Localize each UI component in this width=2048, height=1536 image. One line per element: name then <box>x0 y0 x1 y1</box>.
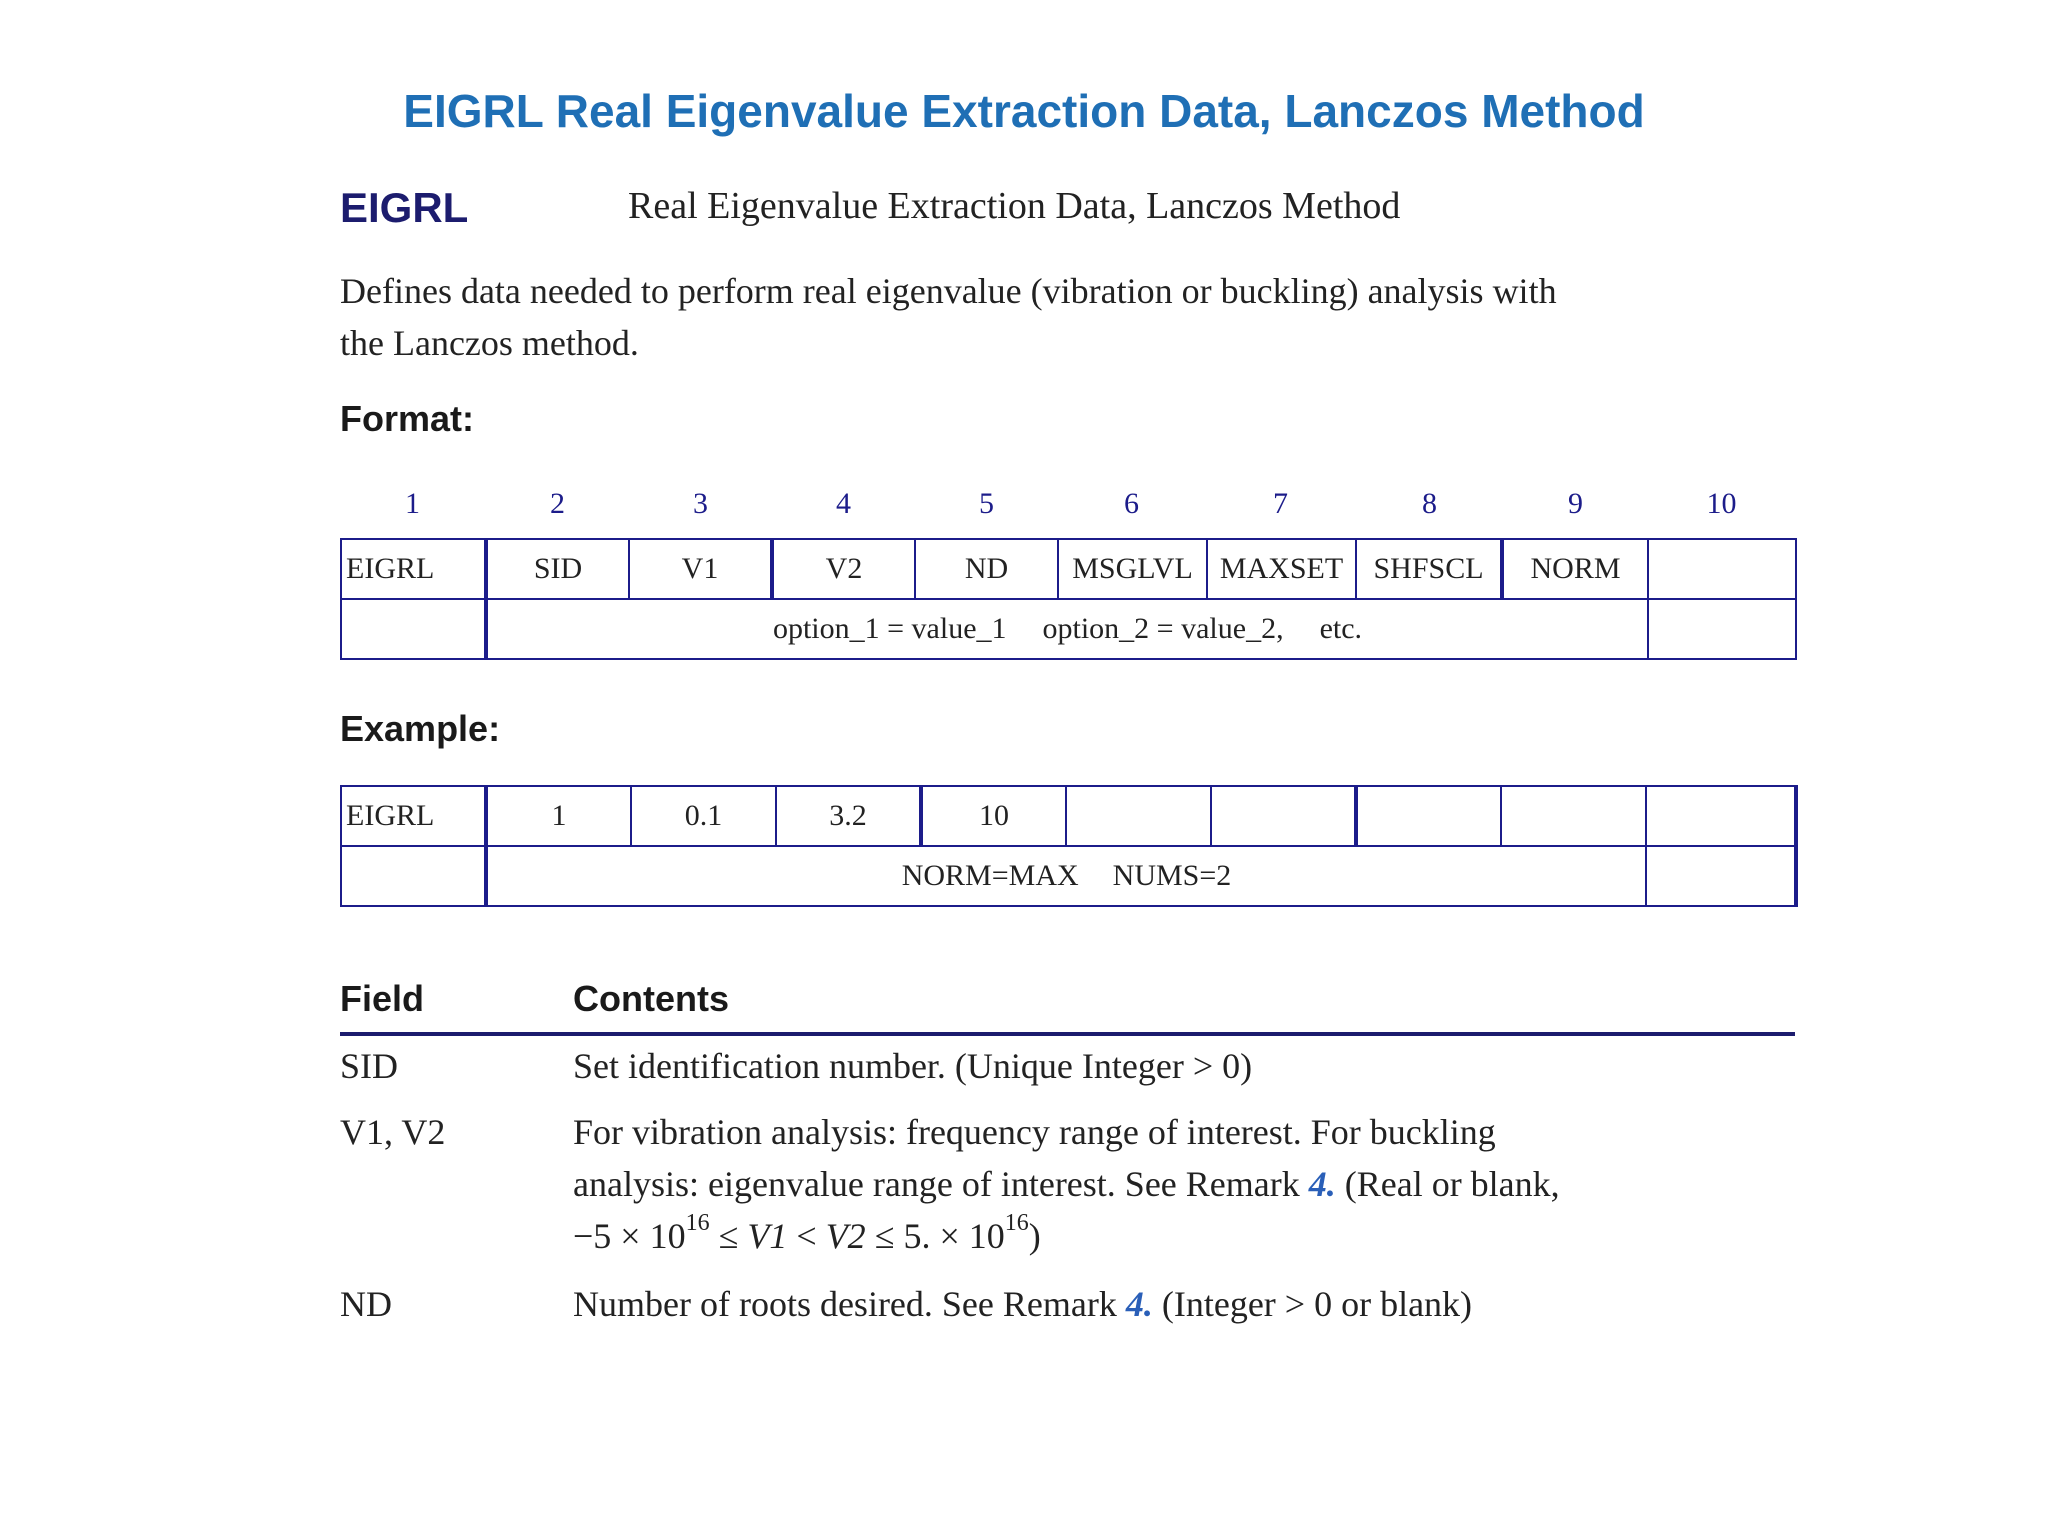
contents-line-1: For vibration analysis: frequency range of interest. For buckling <box>573 1112 1496 1152</box>
formula-exponent: 16 <box>1004 1210 1029 1236</box>
example-row-2 <box>341 846 1796 906</box>
field-row-nd <box>340 1278 1800 1338</box>
formula-text: < <box>787 1216 826 1256</box>
contents-text: analysis: eigenvalue range of interest. See Remark <box>573 1164 1309 1204</box>
column-number: 5 <box>979 487 994 520</box>
options-etc-text: etc. <box>1319 612 1363 645</box>
contents-line-2 <box>573 1158 1800 1210</box>
column-number: 6 <box>1124 487 1139 520</box>
format-cell: SID <box>486 539 629 599</box>
field-name: SID <box>340 1046 399 1086</box>
card-heading <box>340 180 1800 240</box>
format-cell: V1 <box>629 539 772 599</box>
example-cell <box>1066 786 1211 846</box>
contents-column-header: Contents <box>573 978 729 1019</box>
format-row-2 <box>341 599 1796 659</box>
example-cell: 3.2 <box>776 786 921 846</box>
example-cell <box>341 846 486 906</box>
slide-title: EIGRL Real Eigenvalue Extraction Data, Lanczos Method <box>403 85 1645 137</box>
example-cell <box>1211 786 1356 846</box>
column-numbers <box>340 487 1800 527</box>
example-options-cell <box>486 846 1646 906</box>
field-table-header <box>340 978 1800 1038</box>
card-definition <box>340 265 1800 369</box>
formula-text: −5 × 10 <box>573 1216 686 1256</box>
formula-variable: V1 <box>747 1216 788 1256</box>
example-nums-text: NUMS=2 <box>1112 859 1232 892</box>
field-column-header: Field <box>340 978 425 1019</box>
format-options-cell <box>486 599 1648 659</box>
example-cell <box>1646 846 1796 906</box>
column-number: 10 <box>1706 487 1737 520</box>
card-name: EIGRL <box>340 184 469 231</box>
column-number: 4 <box>836 487 851 520</box>
field-contents: Set identification number. (Unique Integer > 0) <box>573 1046 1253 1086</box>
field-row-sid <box>340 1040 1800 1100</box>
format-cell: MSGLVL <box>1058 539 1207 599</box>
definition-line-2: the Lanczos method. <box>340 323 639 363</box>
format-cell <box>1648 539 1796 599</box>
column-number: 2 <box>550 487 565 520</box>
field-contents <box>573 1278 1800 1330</box>
format-table <box>340 538 1797 660</box>
example-cell <box>1501 786 1646 846</box>
option-1-text: option_1 = value_1 <box>772 612 1007 645</box>
field-name: ND <box>340 1284 392 1324</box>
field-contents <box>573 1106 1800 1262</box>
formula-variable: V2 <box>825 1216 866 1256</box>
example-cell <box>1356 786 1501 846</box>
column-number: 7 <box>1273 487 1288 520</box>
example-table <box>340 785 1798 907</box>
example-cell: 0.1 <box>631 786 776 846</box>
remark-link[interactable]: 4. <box>1125 1284 1153 1324</box>
example-cell: 1 <box>486 786 631 846</box>
option-2-text: option_2 = value_2, <box>1042 612 1284 645</box>
example-cell: EIGRL <box>341 786 486 846</box>
format-cell: MAXSET <box>1207 539 1356 599</box>
example-cell <box>1646 786 1796 846</box>
column-number: 9 <box>1568 487 1583 520</box>
column-number: 1 <box>405 487 420 520</box>
formula-text: ≤ 5. × 10 <box>865 1216 1005 1256</box>
example-cell: 10 <box>921 786 1066 846</box>
contents-text: (Integer > 0 or blank) <box>1152 1284 1473 1324</box>
formula-exponent: 16 <box>685 1210 710 1236</box>
format-cell: EIGRL <box>341 539 486 599</box>
format-row-1 <box>341 539 1796 599</box>
format-cell: ND <box>915 539 1058 599</box>
definition-line-1: Defines data needed to perform real eigenvalue (vibration or buckling) analysis with <box>340 271 1557 311</box>
contents-text: Number of roots desired. See Remark <box>573 1284 1126 1324</box>
format-cell: V2 <box>772 539 915 599</box>
format-cell: NORM <box>1502 539 1648 599</box>
formula-text: ≤ <box>709 1216 748 1256</box>
field-name: V1, V2 <box>340 1112 446 1152</box>
card-description: Real Eigenvalue Extraction Data, Lanczos Method <box>628 185 1401 227</box>
example-norm-text: NORM=MAX <box>901 859 1079 892</box>
range-formula <box>573 1210 1800 1262</box>
contents-text: (Real or blank, <box>1335 1164 1560 1204</box>
column-number: 8 <box>1422 487 1437 520</box>
column-number: 3 <box>693 487 708 520</box>
format-cell <box>1648 599 1796 659</box>
field-row-v1-v2 <box>340 1106 1800 1266</box>
formula-text: ) <box>1028 1216 1041 1256</box>
header-rule <box>340 1032 1795 1036</box>
format-cell <box>341 599 486 659</box>
example-row-1 <box>341 786 1796 846</box>
remark-link[interactable]: 4. <box>1308 1164 1336 1204</box>
format-cell: SHFSCL <box>1356 539 1502 599</box>
format-label: Format: <box>340 398 474 439</box>
example-label: Example: <box>340 708 501 749</box>
